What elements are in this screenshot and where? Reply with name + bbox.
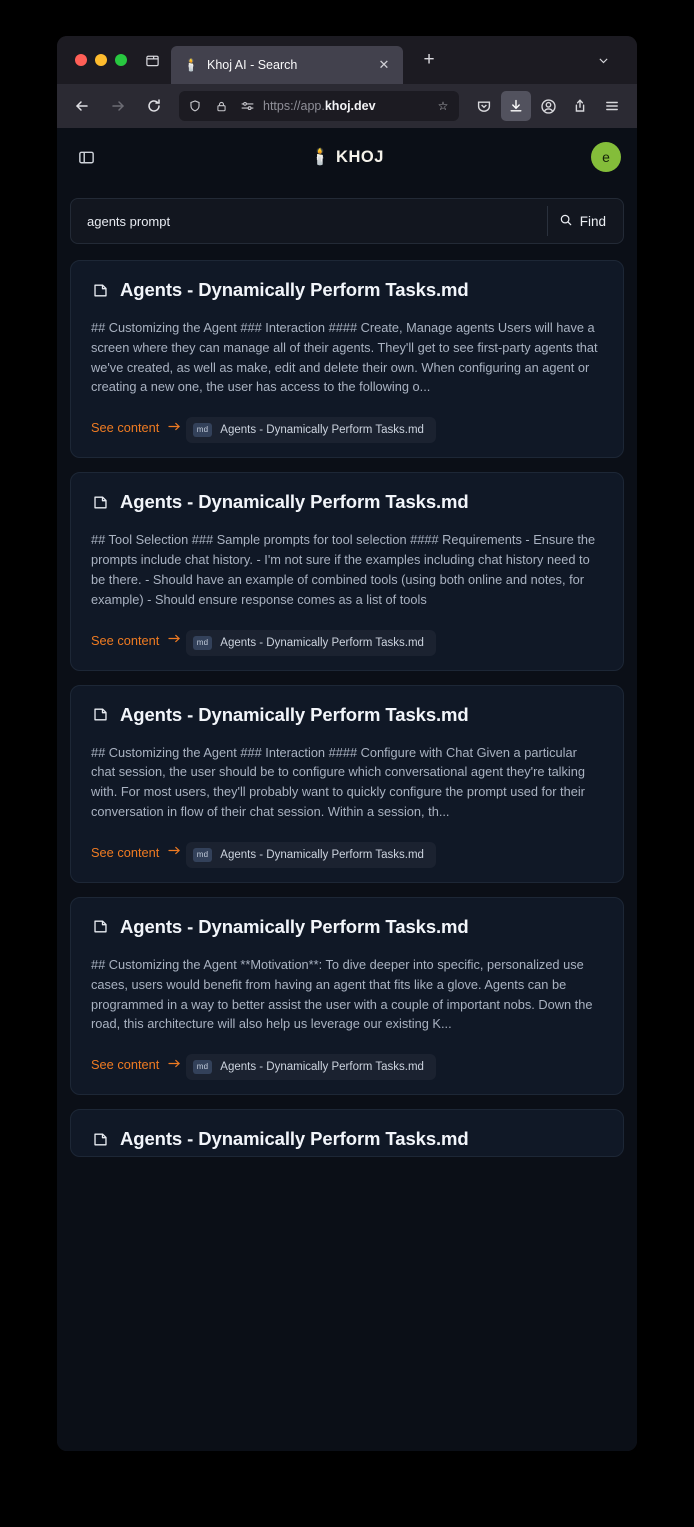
result-header — [91, 491, 603, 513]
browser-tabstrip — [57, 36, 637, 84]
maximize-window-button[interactable] — [115, 54, 127, 66]
url-text[interactable] — [263, 99, 427, 113]
result-header — [91, 279, 603, 301]
close-icon[interactable]: ✕ — [378, 57, 390, 72]
shield-icon[interactable] — [185, 96, 205, 116]
search-result-card[interactable] — [70, 685, 624, 883]
tab-title: Khoj AI - Search — [207, 58, 298, 72]
app-header — [57, 128, 637, 186]
file-name-label: Agents - Dynamically Perform Tasks.md — [220, 424, 424, 437]
download-icon[interactable] — [501, 91, 531, 121]
address-bar[interactable] — [179, 91, 459, 121]
file-chip[interactable] — [186, 842, 436, 868]
page-viewport — [57, 128, 637, 1451]
see-content-label: See content — [91, 844, 160, 860]
file-name-label: Agents - Dynamically Perform Tasks.md — [220, 1061, 424, 1074]
page-content — [57, 198, 637, 1157]
tab-list-icon[interactable] — [139, 47, 165, 73]
navbar-right-controls — [469, 91, 627, 121]
search-bar — [70, 198, 624, 244]
result-title: Agents - Dynamically Perform Tasks.md — [120, 1128, 469, 1150]
search-input[interactable] — [85, 213, 547, 230]
chevron-down-icon[interactable] — [589, 46, 617, 74]
arrow-right-icon — [168, 633, 181, 647]
share-icon[interactable] — [565, 91, 595, 121]
result-title: Agents - Dynamically Perform Tasks.md — [120, 279, 469, 300]
document-icon — [91, 918, 109, 936]
menu-icon[interactable] — [597, 91, 627, 121]
see-content-link[interactable] — [91, 420, 181, 435]
document-icon — [91, 1130, 109, 1148]
file-chip[interactable] — [186, 1054, 436, 1080]
find-button-label: Find — [579, 213, 606, 229]
search-result-card[interactable] — [70, 472, 624, 670]
close-window-button[interactable] — [75, 54, 87, 66]
see-content-link[interactable] — [91, 845, 181, 860]
avatar[interactable]: e — [591, 142, 621, 172]
see-content-label: See content — [91, 420, 160, 436]
pocket-icon[interactable] — [469, 91, 499, 121]
khoj-favicon: 🕯️ — [183, 58, 199, 72]
permissions-icon[interactable] — [237, 96, 257, 116]
browser-navbar — [57, 84, 637, 128]
result-snippet: ## Customizing the Agent ### Interaction #### Configure with Chat Given a particular chat session, the user should be to configure which conversational agent they're talking with. For most users, they'll probably want to quickly configure the prompt used for their conversation in flow of their chat session. Within a session, th... — [91, 744, 585, 820]
file-chip[interactable] — [186, 630, 436, 656]
browser-window — [57, 36, 637, 1451]
side-panel-icon[interactable] — [73, 144, 99, 170]
browser-tab-khoj[interactable] — [171, 46, 403, 84]
new-tab-button[interactable]: + — [423, 49, 435, 70]
document-icon — [91, 706, 109, 724]
brand-name: KHOJ — [336, 147, 384, 166]
result-snippet: ## Customizing the Agent **Motivation**: To dive deeper into specific, personalized use cases, users would benefit from having an agent that fits like a glove. Agents can be programmed in a way to better assist the user with a couple of important nobs. Down the road, this architecture will also help us leverage our existing K... — [91, 956, 593, 1032]
bookmark-star-icon[interactable]: ☆ — [437, 99, 449, 113]
forward-button[interactable] — [103, 91, 133, 121]
search-result-card[interactable] — [70, 1109, 624, 1157]
result-header — [91, 916, 603, 938]
result-header — [91, 1128, 603, 1150]
result-title: Agents - Dynamically Perform Tasks.md — [120, 703, 469, 725]
search-icon — [559, 213, 573, 230]
arrow-right-icon — [168, 845, 181, 859]
account-icon[interactable] — [533, 91, 563, 121]
file-extension-badge: md — [193, 848, 213, 862]
see-content-link[interactable] — [91, 633, 181, 648]
search-result-card[interactable] — [70, 260, 624, 458]
brand-logo — [57, 147, 637, 167]
window-controls — [65, 54, 139, 66]
minimize-window-button[interactable] — [95, 54, 107, 66]
document-icon — [91, 493, 109, 511]
result-snippet: ## Customizing the Agent ### Interaction #### Create, Manage agents Users will have a screen where they can manage all of their agents. They'll get to see first-party agents that we've created, as well as make, edit and delete their own. When configuring an agent or creating a new one, the user has access to the following o... — [91, 320, 598, 395]
see-content-label: See content — [91, 632, 160, 648]
tabstrip-right-controls — [589, 46, 629, 74]
file-extension-badge: md — [193, 423, 213, 437]
lock-icon[interactable] — [211, 96, 231, 116]
file-extension-badge: md — [193, 1060, 213, 1074]
document-icon — [91, 281, 109, 299]
candle-icon: 🕯️ — [310, 149, 331, 166]
see-content-label: See content — [91, 1057, 160, 1073]
file-name-label: Agents - Dynamically Perform Tasks.md — [220, 848, 424, 861]
result-title: Agents - Dynamically Perform Tasks.md — [120, 915, 469, 937]
result-header — [91, 704, 603, 726]
back-button[interactable] — [67, 91, 97, 121]
result-snippet: ## Tool Selection ### Sample prompts for tool selection #### Requirements - Ensure the prompts include chat history. - I'm not sure if the examples including chat history need to be there. - Should have an example of combined tools (using both online and notes, for example) - Should ensure response comes as a list of tools — [91, 532, 596, 607]
find-button[interactable] — [547, 206, 619, 236]
see-content-link[interactable] — [91, 1057, 181, 1072]
file-extension-badge: md — [193, 636, 213, 650]
file-name-label: Agents - Dynamically Perform Tasks.md — [220, 636, 424, 649]
arrow-right-icon — [168, 1058, 181, 1072]
url-prefix: https://app. — [263, 99, 325, 113]
reload-button[interactable] — [139, 91, 169, 121]
search-result-card[interactable] — [70, 897, 624, 1095]
arrow-right-icon — [168, 421, 181, 435]
file-chip[interactable] — [186, 417, 436, 443]
url-domain: khoj.dev — [324, 99, 376, 113]
result-title: Agents - Dynamically Perform Tasks.md — [120, 491, 469, 513]
search-results-list — [67, 260, 627, 1157]
